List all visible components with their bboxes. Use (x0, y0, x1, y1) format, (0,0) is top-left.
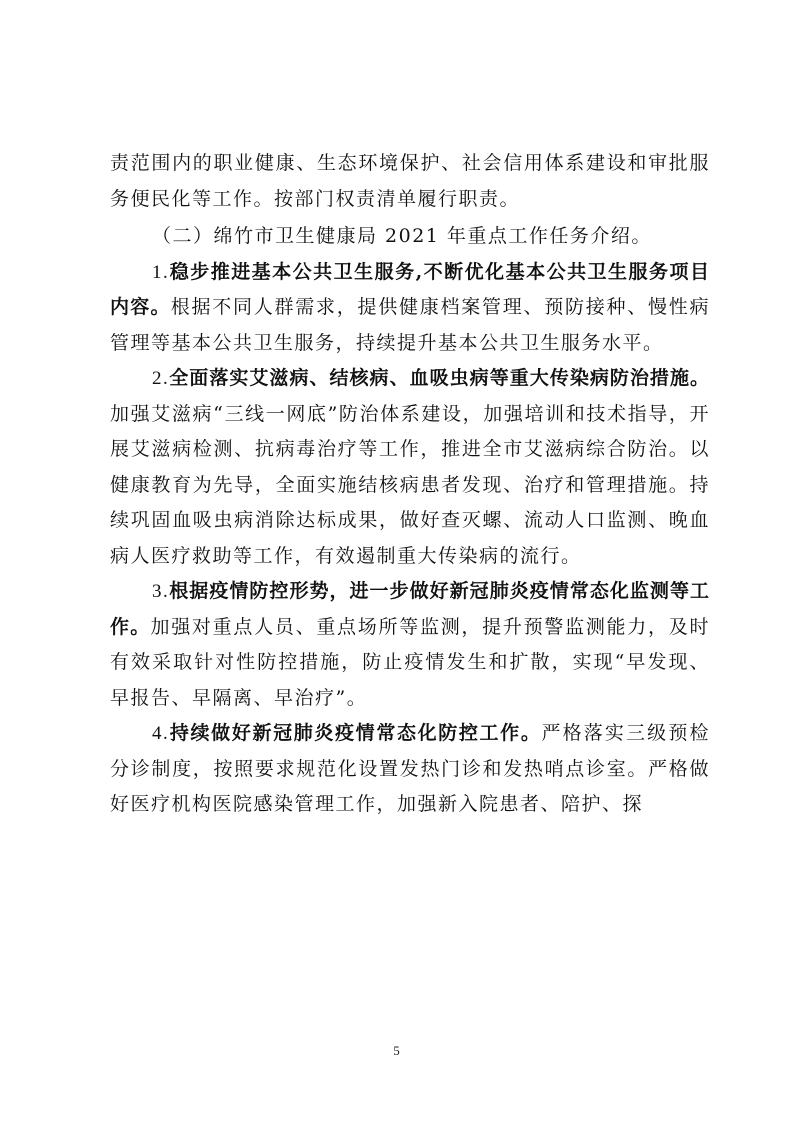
list-item (110, 716, 710, 823)
item-number: 2. (152, 368, 170, 389)
item-title: 稳步推进基本公共卫生服务,不断优化基本公共卫生服务项目内容。 (110, 260, 710, 318)
intro-paragraph: 责范围内的职业健康、生态环境保护、社会信用体系建设和审批服务便民化等工作。按部门权责清单履行职责。 (110, 152, 710, 210)
item-title: 持续做好新冠肺炎疫情常态化防控工作。 (169, 722, 542, 744)
list-item (110, 361, 710, 574)
item-number: 3. (152, 581, 170, 602)
document-body (110, 146, 710, 823)
list-item (110, 255, 710, 362)
item-body: 加强对重点人员、重点场所等监测，提升预警监测能力，及时有效采取针对性防控措施，防止疫情发生和扩散，实现“早发现、早报告、早隔离、早治疗”。 (110, 615, 710, 709)
item-title: 全面落实艾滋病、结核病、血吸虫病等重大传染病防治措施。 (169, 367, 710, 389)
item-body: 根据不同人群需求，提供健康档案管理、预防接种、慢性病管理等基本公共卫生服务，持续提升基本公共卫生服务水平。 (110, 296, 710, 354)
item-title: 根据疫情防控形势，进一步做好新冠肺炎疫情常态化监测等工作。 (110, 580, 710, 638)
list-item (110, 574, 710, 716)
item-body: 加强艾滋病“三线一网底”防治体系建设，加强培训和技术指导，开展艾滋病检测、抗病毒治疗等工作，推进全市艾滋病综合防治。以健康教育为先导，全面实施结核病患者发现、治疗和管理措施。持续巩固血吸虫病消除达标成果，做好查灭螺、流动人口监测、晚血病人医疗救助等工作，有效遏制重大传染病的流行。 (110, 402, 710, 567)
page-number: 5 (393, 1043, 400, 1058)
item-body: 严格落实三级预检分诊制度，按照要求规范化设置发热门诊和发热哨点诊室。严格做好医疗机构医院感染管理工作，加强新入院患者、陪护、探 (110, 722, 710, 815)
item-number: 1. (152, 261, 170, 283)
section-heading: （二）绵竹市卫生健康局 2021 年重点工作任务介绍。 (152, 225, 652, 247)
item-number: 4. (152, 723, 170, 744)
